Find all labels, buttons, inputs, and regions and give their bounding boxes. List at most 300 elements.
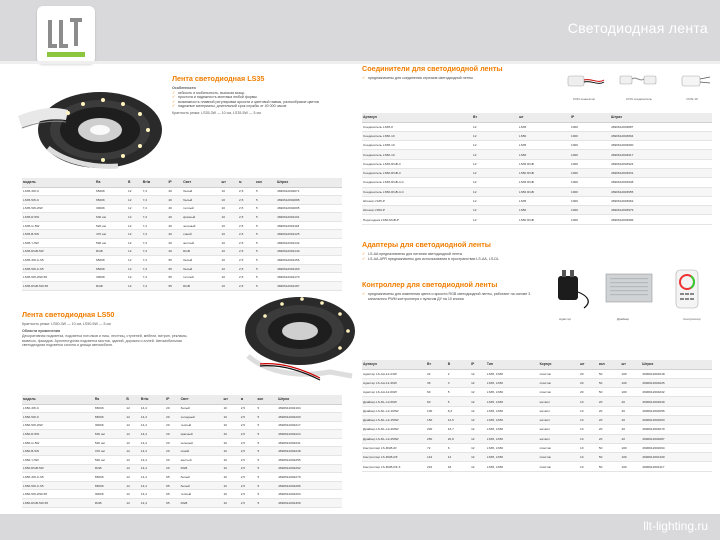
table-cell: 4690612004087 [641, 434, 712, 443]
table-cell: Адаптер LS-AA-12-24W [362, 369, 426, 378]
connectors-col-header: Вт [472, 113, 518, 122]
table-cell: 4690612002217 [277, 421, 342, 430]
table-cell: LS35, LS50 [486, 369, 539, 378]
table-cell: металл [539, 434, 579, 443]
table-cell: 6500K [94, 473, 126, 482]
controllers-caption: Контроллер [683, 317, 701, 321]
table-cell: 5 [447, 388, 470, 397]
table-cell: 10 [220, 213, 238, 222]
catalog-sheet [0, 64, 720, 514]
ls50-features-title: Области применения [22, 328, 61, 333]
table-cell: 20 [598, 397, 621, 406]
table-cell: LS50-B-5W [22, 447, 94, 456]
table-cell: Соединитель LS50-RGB-4-C [362, 187, 472, 196]
table-cell: 14,4 [140, 499, 165, 508]
table-cell: 4690612003948 [610, 178, 712, 187]
table-cell: 5 [255, 187, 276, 196]
table-cell: 12 [125, 413, 139, 422]
table-cell: 144 [426, 453, 447, 462]
table-cell: 40 [620, 434, 641, 443]
table-cell: 7,2 [142, 196, 168, 205]
website-link[interactable]: llt-lighting.ru [643, 519, 708, 533]
controllers-table-row [362, 388, 712, 397]
connector-caption: CON коннектор [572, 97, 596, 101]
table-cell: LS35, LS50 [486, 453, 539, 462]
table-cell: 20 [167, 239, 182, 248]
table-cell: 4690612002156 [276, 256, 342, 265]
table-cell: 10 [222, 447, 239, 456]
table-cell: 14,4 [140, 490, 165, 499]
ls35-section [172, 74, 350, 116]
table-cell: 10 [222, 464, 239, 473]
table-cell: 14,4 [140, 430, 165, 439]
table-cell: 4690612003894 [610, 131, 712, 140]
ls50-description: Декоративная подсветка, подсветка потолков и ниш, лестниц, ступеней, мебели, витрин, рекламы, вывесок, фасадов. Архитектурная подсветка мостов, зданий, дорожек и аллей. Автомобильная светодиодная подсветка салона и днища автомобиля. [22, 334, 188, 348]
table-cell: 2,5 [238, 264, 255, 273]
table-cell: 10 [579, 397, 598, 406]
table-cell: LS35 [518, 122, 570, 131]
table-cell: 5 [255, 204, 276, 213]
table-cell: 5 [447, 397, 470, 406]
ls50-table-row [22, 473, 342, 482]
table-cell: LS35, LS50 [486, 388, 539, 397]
table-cell: 12 [470, 415, 486, 424]
table-cell: LS35-G-5W [22, 221, 95, 230]
table-cell: 3000K [95, 204, 127, 213]
table-cell: 5 [255, 273, 276, 282]
ls50-col-header: модель [22, 395, 94, 404]
table-cell: LS50-5W-C-65 [22, 481, 94, 490]
table-cell: 14,4 [140, 464, 165, 473]
table-cell: 4690612002170 [276, 273, 342, 282]
ls50-col-header: Штрих [277, 395, 342, 404]
table-cell: LS35, LS50 [486, 406, 539, 415]
table-cell: 10 [220, 282, 238, 291]
table-cell: 4690612002101 [276, 213, 342, 222]
table-cell: 1000 [570, 168, 610, 177]
connector-caption: CON соединитель [625, 97, 653, 101]
table-cell: 10 [222, 421, 239, 430]
table-cell: 10 [579, 443, 598, 452]
controllers-table-row [362, 406, 712, 415]
table-cell: 12 [470, 462, 486, 471]
table-cell: зеленый [182, 221, 220, 230]
controllers-table-row [362, 397, 712, 406]
ls50-table-row [22, 499, 342, 508]
table-cell: зеленый [180, 438, 223, 447]
table-cell: 12 [125, 438, 139, 447]
table-cell: 4690612004063 [641, 415, 712, 424]
controllers-table-row [362, 425, 712, 434]
table-cell: 65 [167, 264, 182, 273]
table-cell: 590 нм [95, 239, 127, 248]
table-cell: 4690612004100 [641, 453, 712, 462]
table-cell: 4690612002279 [277, 473, 342, 482]
table-cell: 1000 [570, 141, 610, 150]
table-cell: пластик [539, 388, 579, 397]
table-cell: 2,5 [238, 247, 255, 256]
table-cell: 12 [472, 150, 518, 159]
table-cell: 5 [255, 247, 276, 256]
table-cell: 65 [165, 481, 179, 490]
table-cell: 12 [125, 404, 139, 413]
controllers-bullet: ✓ предназначены для изменения цвета и яркости RGB светодиодной ленты, работают на основе 3 канального PWM контроллера с пультом ДУ на 10 кнопок [362, 292, 544, 301]
table-cell: 12,5 [447, 415, 470, 424]
connectors-title: Соединители для светодиодной ленты [362, 64, 503, 73]
connectors-table-row [362, 168, 712, 177]
table-cell: 12 [125, 473, 139, 482]
table-cell: красный [180, 430, 223, 439]
table-cell: 5 [256, 499, 277, 508]
connectors-table-row [362, 196, 712, 205]
ls50-table-row [22, 438, 342, 447]
ls50-table-row [22, 490, 342, 499]
table-cell: 2,5 [238, 213, 255, 222]
table-cell: 2,5 [240, 413, 257, 422]
controllers-spec-table [362, 360, 712, 472]
table-cell: 10 [220, 230, 238, 239]
table-cell: 1000 [570, 178, 610, 187]
table-cell: 100 [620, 453, 641, 462]
table-cell: 216 [426, 462, 447, 471]
table-cell: белый [180, 473, 223, 482]
table-cell: 1000 [570, 187, 610, 196]
table-cell: 4690612004117 [641, 462, 712, 471]
table-cell: Соединитель LS50-10 [362, 150, 472, 159]
table-cell: 12 [470, 378, 486, 387]
table-cell: 2,5 [238, 239, 255, 248]
ls35-table-row [22, 230, 342, 239]
table-cell: 2,5 [240, 421, 257, 430]
table-cell: 12 [125, 464, 139, 473]
table-cell: 4690612002132 [276, 239, 342, 248]
table-cell: 2,5 [238, 273, 255, 282]
table-cell: 5 [255, 230, 276, 239]
table-cell: 630 нм [95, 213, 127, 222]
table-cell: 6500K [95, 187, 127, 196]
table-cell: теплый [180, 490, 223, 499]
table-cell: 6500K [94, 481, 126, 490]
table-cell: 2,5 [240, 447, 257, 456]
table-cell: 20 [165, 413, 179, 422]
controllers-col-header: IP [470, 360, 486, 369]
table-cell: LS35, LS50 [486, 415, 539, 424]
table-cell: 2,5 [240, 404, 257, 413]
footer-bar [0, 514, 720, 540]
table-cell: 5 [256, 404, 277, 413]
table-cell: Драйвер LS-DL-12-250W [362, 434, 426, 443]
table-cell: LS35-RGB-5W-65 [22, 282, 95, 291]
controllers-table-row [362, 462, 712, 471]
controllers-col-header: шт [620, 360, 641, 369]
table-cell: LS35-B-5W [22, 230, 95, 239]
connectors-table-row [362, 215, 712, 224]
table-cell: 12 [472, 215, 518, 224]
table-cell: Соединитель LS50-10 [362, 131, 472, 140]
table-cell: 4690612004049 [641, 397, 712, 406]
table-cell: LS35, LS50 [486, 425, 539, 434]
table-cell: 12 [470, 369, 486, 378]
table-cell: LS35-Y-5W [22, 239, 95, 248]
table-cell: 14,4 [140, 438, 165, 447]
table-cell: 4690612002293 [277, 490, 342, 499]
table-cell: 4690612003887 [610, 122, 712, 131]
table-cell: 20 [598, 425, 621, 434]
table-cell: 3000K [95, 273, 127, 282]
table-cell: 3000K [94, 490, 126, 499]
table-cell: 10 [220, 221, 238, 230]
table-cell: 4690612002231 [277, 438, 342, 447]
table-cell: 100 [620, 378, 641, 387]
table-cell: 6500K [94, 404, 126, 413]
table-cell: 60 [426, 397, 447, 406]
table-cell: 50 [598, 462, 621, 471]
table-cell: LS50-Y-5W [22, 456, 94, 465]
table-cell: Контроллер LS-RGB-IR [362, 443, 426, 452]
table-cell: 4690612002255 [277, 456, 342, 465]
table-cell: 12 [127, 264, 142, 273]
table-cell: 12 [127, 204, 142, 213]
table-cell: 10 [579, 434, 598, 443]
table-cell: 4690612003900 [610, 141, 712, 150]
table-cell: 5 [255, 239, 276, 248]
table-cell: 4690612002187 [276, 282, 342, 291]
controllers-table-row [362, 415, 712, 424]
table-cell: LS50-G-5W [22, 438, 94, 447]
table-cell: 4690612003917 [610, 150, 712, 159]
table-cell: 20,8 [447, 434, 470, 443]
table-cell: LS35-3W-C-65 [22, 256, 95, 265]
table-cell: металл [539, 397, 579, 406]
table-cell: 7,2 [142, 239, 168, 248]
table-cell: желтый [180, 456, 223, 465]
table-cell: LS35 RGB [518, 178, 570, 187]
table-cell: металл [539, 425, 579, 434]
table-cell: Соединитель LS50-RGB-4 [362, 168, 472, 177]
table-cell: белый [180, 481, 223, 490]
table-cell: 2,5 [240, 481, 257, 490]
table-cell: 520 нм [95, 221, 127, 230]
table-cell: 10 [220, 247, 238, 256]
table-cell: 4690612004056 [641, 406, 712, 415]
table-cell: 1000 [570, 159, 610, 168]
table-cell: RGB [94, 499, 126, 508]
table-cell: 4690612004018 [641, 369, 712, 378]
table-cell: LS35 RGB [518, 159, 570, 168]
table-cell: 4690612003986 [610, 215, 712, 224]
table-cell: 40 [620, 406, 641, 415]
table-cell: LS35-3W-C [22, 187, 95, 196]
table-cell: 2,5 [238, 256, 255, 265]
table-cell: 4690612003962 [610, 196, 712, 205]
controllers-col-header: Корпус [539, 360, 579, 369]
table-cell: 4690612002200 [277, 413, 342, 422]
table-cell: 150 [426, 415, 447, 424]
controllers-col-header: Вт [426, 360, 447, 369]
table-cell: 1000 [570, 196, 610, 205]
table-cell: 10 [579, 406, 598, 415]
table-cell: 7,2 [142, 256, 168, 265]
table-cell: LS50 RGB [518, 187, 570, 196]
table-cell: 8,3 [447, 406, 470, 415]
table-cell: 12 [472, 196, 518, 205]
table-cell: 630 нм [94, 430, 126, 439]
table-cell: 4690612004094 [641, 443, 712, 452]
table-cell: 4690612003955 [610, 187, 712, 196]
ls50-col-header: м [240, 395, 257, 404]
ls50-col-header: B [125, 395, 139, 404]
controllers-col-header: шт [579, 360, 598, 369]
table-cell: 12 [470, 434, 486, 443]
table-cell: Драйвер LS-DL-12-100W [362, 406, 426, 415]
table-cell: 12 [472, 168, 518, 177]
table-cell: LS50 [518, 150, 570, 159]
controllers-section [362, 280, 544, 301]
table-cell: холодный [180, 413, 223, 422]
table-cell: 12 [127, 213, 142, 222]
ls35-col-header: Ra [95, 178, 127, 187]
table-cell: 12 [125, 430, 139, 439]
table-cell: 2 [447, 369, 470, 378]
table-cell: 60 [426, 388, 447, 397]
ls35-features-title: Особенности [172, 86, 196, 90]
table-cell: 10 [220, 187, 238, 196]
table-cell: 10 [222, 438, 239, 447]
ls35-col-header: Вт/м [142, 178, 168, 187]
table-cell: 6500K [95, 196, 127, 205]
page-title: Светодиодная лента [567, 20, 708, 36]
table-cell: 5 [256, 456, 277, 465]
table-cell: 24 [426, 369, 447, 378]
table-cell: белый [182, 187, 220, 196]
table-cell: 20 [167, 247, 182, 256]
table-cell: Соединитель LS35-10 [362, 141, 472, 150]
table-cell: 20 [598, 406, 621, 415]
table-cell: 10 [579, 453, 598, 462]
table-cell: 250 [426, 434, 447, 443]
table-cell: 10 [222, 473, 239, 482]
table-cell: 590 нм [94, 456, 126, 465]
table-cell: 4690612002149 [276, 247, 342, 256]
connectors-table-row [362, 187, 712, 196]
table-cell: LS50-R-5W [22, 430, 94, 439]
table-cell: 5 [256, 447, 277, 456]
table-cell: LS50 RGB [518, 168, 570, 177]
table-cell: 4690612002095 [276, 204, 342, 213]
table-cell: 40 [620, 415, 641, 424]
table-cell: 4690612002309 [277, 499, 342, 508]
ls50-col-header: Ra [94, 395, 126, 404]
table-cell: 7,2 [142, 213, 168, 222]
ls35-roll-photo [8, 78, 163, 183]
table-cell: 5 [256, 438, 277, 447]
table-cell: 1000 [570, 150, 610, 159]
table-cell: 4690612003979 [610, 206, 712, 215]
table-cell: 4690612002125 [276, 230, 342, 239]
brand-logo[interactable] [37, 6, 95, 64]
table-cell: 65 [167, 273, 182, 282]
table-cell: 10 [220, 196, 238, 205]
connectors-col-header: Штрих [610, 113, 712, 122]
ls50-table-row [22, 404, 342, 413]
table-cell: 65 [167, 282, 182, 291]
table-cell: 12 [125, 447, 139, 456]
table-cell: 50 [598, 443, 621, 452]
table-cell: 4690612004070 [641, 425, 712, 434]
table-cell: 7,2 [142, 282, 168, 291]
table-cell: 50 [598, 453, 621, 462]
table-cell: 20 [167, 204, 182, 213]
table-cell: пластик [539, 378, 579, 387]
table-cell: 10 [220, 264, 238, 273]
ls35-col-header: Свет [182, 178, 220, 187]
table-cell: LS50 [518, 206, 570, 215]
ls50-roll-photo [220, 286, 360, 386]
table-cell: Соединитель LS35-8 [362, 122, 472, 131]
header-bar [0, 0, 720, 64]
adapters-bullet: ✓ LS-AA-APR предназначены для использования в пространствах LS-AA, LS-DL [362, 257, 562, 262]
controllers-col-header: кол [598, 360, 621, 369]
table-cell: LS35 [518, 141, 570, 150]
table-cell: 5 [255, 196, 276, 205]
connectors-table-row [362, 150, 712, 159]
table-cell: 14,4 [140, 413, 165, 422]
ls35-feature: ✓ возможность плавной регулировки яркости и цветовой гаммы, разнообразие цветов [172, 100, 350, 105]
table-cell: 12 [127, 247, 142, 256]
table-cell: 6500K [94, 413, 126, 422]
table-cell: 200 [426, 425, 447, 434]
table-cell: 2,5 [238, 230, 255, 239]
table-cell: Адаптер LS-AA-12-60W [362, 388, 426, 397]
connectors-table-row [362, 159, 712, 168]
table-cell: LS35, LS50 [486, 378, 539, 387]
table-cell: 12 [470, 388, 486, 397]
table-cell: 100 [620, 369, 641, 378]
table-cell: 2,5 [240, 456, 257, 465]
controllers-table-row [362, 378, 712, 387]
table-cell: 3000K [94, 421, 126, 430]
table-cell: LS35-R-5W [22, 213, 95, 222]
table-cell: 7,2 [142, 221, 168, 230]
llt-logo-icon [37, 6, 95, 64]
table-cell: 2,5 [240, 464, 257, 473]
table-cell: LS35-5W-C-65 [22, 264, 95, 273]
table-cell: LS50-3W-C-65 [22, 473, 94, 482]
table-cell: 20 [579, 378, 598, 387]
ls50-table-row [22, 413, 342, 422]
ls35-col-header: IP [167, 178, 182, 187]
table-cell: 1000 [570, 215, 610, 224]
table-cell: 10 [579, 415, 598, 424]
table-cell: синий [180, 447, 223, 456]
table-cell: LS50-3W-C [22, 404, 94, 413]
table-cell: Штекер LS35-P [362, 196, 472, 205]
table-cell: Штекер LS50-P [362, 206, 472, 215]
table-cell: RGB [180, 464, 223, 473]
table-cell: 4690612003924 [610, 159, 712, 168]
table-cell: 12 [127, 282, 142, 291]
table-cell: синий [182, 230, 220, 239]
table-cell: 12 [472, 122, 518, 131]
table-cell: Драйвер LS-DL-12-150W [362, 415, 426, 424]
table-cell: 4690612004032 [641, 388, 712, 397]
table-cell: Контроллер LS-RGB-RF-3 [362, 462, 426, 471]
table-cell: 20 [165, 430, 179, 439]
adapters-title: Адаптеры для светодиодной ленты [362, 240, 491, 249]
ls50-table-row [22, 456, 342, 465]
table-cell: 16,7 [447, 425, 470, 434]
table-cell: 100 [620, 443, 641, 452]
